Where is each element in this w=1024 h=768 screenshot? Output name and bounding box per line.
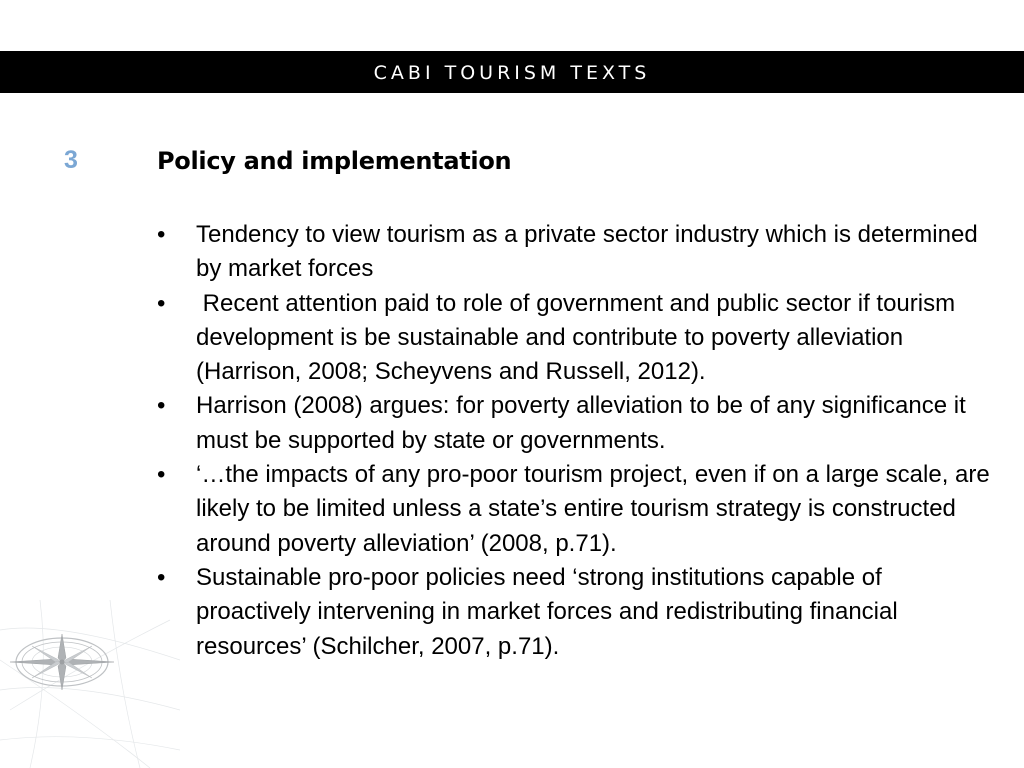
compass-rose-icon [0,600,180,768]
bullet-item [157,287,1002,390]
header-band [0,51,1024,93]
bullet-text: Sustainable pro-poor policies need ‘strong institutions capable of proactively intervening in market forces and redistributing financial resources’ (Schilcher, 2007, p.71). [196,563,905,660]
bullet-text: Recent attention paid to role of government and public sector if tourism development is be sustainable and contribute to poverty alleviation (Harrison, 2008; Scheyvens and Russell, 2012). [196,289,962,386]
bullet-marker: • [157,392,166,420]
slide-title: Policy and implementation [157,147,512,175]
bullet-list [157,218,1002,664]
bullet-item [157,561,1002,664]
bullet-item [157,218,1002,287]
bullet-text: ‘…the impacts of any pro-poor tourism project, even if on a large scale, are likely to be limited unless a state’s entire tourism strategy is constructed around poverty alleviation’ (2008, p.71). [196,461,997,557]
slide-number: 3 [64,146,78,174]
bullet-marker: • [157,221,166,248]
bullet-item [157,389,1002,458]
bullet-text: Tendency to view tourism as a private sector industry which is determined by market forces [196,221,985,283]
header-title: CABI TOURISM TEXTS [373,62,651,84]
bullet-marker: • [157,563,166,591]
bullet-item [157,458,1002,561]
bullet-marker: • [157,289,166,317]
bullet-marker: • [157,461,166,489]
bullet-text: Harrison (2008) argues: for poverty alleviation to be of any significance it must be supported by state or governments. [196,392,973,454]
